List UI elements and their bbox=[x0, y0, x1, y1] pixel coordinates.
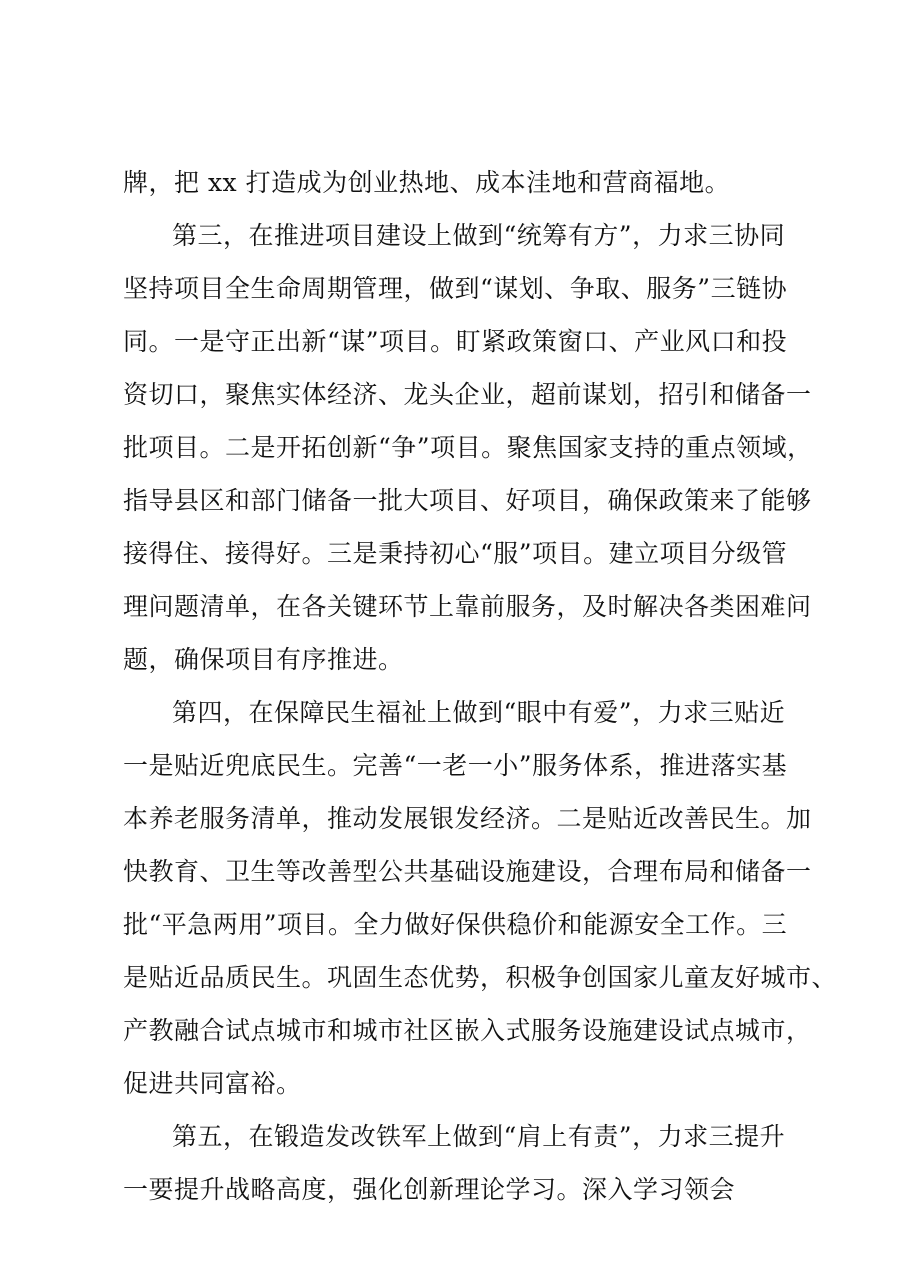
text-line: 一要提升战略高度，强化创新理论学习。深入学习领会 bbox=[123, 1175, 736, 1204]
text-line: 题，确保项目有序推进。 bbox=[123, 645, 404, 674]
text-line: 同。一是守正出新“谋”项目。盯紧政策窗口、产业风口和投 bbox=[123, 327, 788, 356]
text-line: 本养老服务清单，推动发展银发经济。二是贴近改善民生。加 bbox=[123, 804, 812, 833]
text-line: 产教融合试点城市和城市社区嵌入式服务设施建设试点城市， bbox=[123, 1016, 812, 1045]
text-line: 牌，把 xx 打造成为创业热地、成本洼地和营商福地。 bbox=[123, 168, 731, 197]
paragraph-heading-4: 第四，在保障民生福祉上做到“眼中有爱”，力求三贴近 bbox=[172, 698, 786, 727]
text-line: 是贴近品质民生。巩固生态优势，积极争创国家儿童友好城市、 bbox=[123, 963, 838, 992]
text-line: 促进共同富裕。 bbox=[123, 1069, 302, 1098]
text-line: 快教育、卫生等改善型公共基础设施建设，合理布局和储备一 bbox=[123, 857, 812, 886]
text-line: 理问题清单，在各关键环节上靠前服务，及时解决各类困难问 bbox=[123, 592, 812, 621]
paragraph-heading-3: 第三，在推进项目建设上做到“统筹有方”，力求三协同 bbox=[172, 221, 786, 250]
text-line: 接得住、接得好。三是秉持初心“服”项目。建立项目分级管 bbox=[123, 539, 788, 568]
text-line: 指导县区和部门储备一批大项目、好项目，确保政策来了能够 bbox=[123, 486, 812, 515]
text-line: 批项目。二是开拓创新“争”项目。聚焦国家支持的重点领域， bbox=[123, 433, 813, 462]
text-line: 坚持项目全生命周期管理，做到“谋划、争取、服务”三链协 bbox=[123, 274, 788, 303]
paragraph-heading-5: 第五，在锻造发改铁军上做到“肩上有责”，力求三提升 bbox=[172, 1122, 786, 1151]
text-line: 一是贴近兜底民生。完善“一老一小”服务体系，推进落实基 bbox=[123, 751, 788, 780]
text-line: 资切口，聚焦实体经济、龙头企业，超前谋划，招引和储备一 bbox=[123, 380, 812, 409]
text-line: 批“平急两用”项目。全力做好保供稳价和能源安全工作。三 bbox=[123, 910, 788, 939]
